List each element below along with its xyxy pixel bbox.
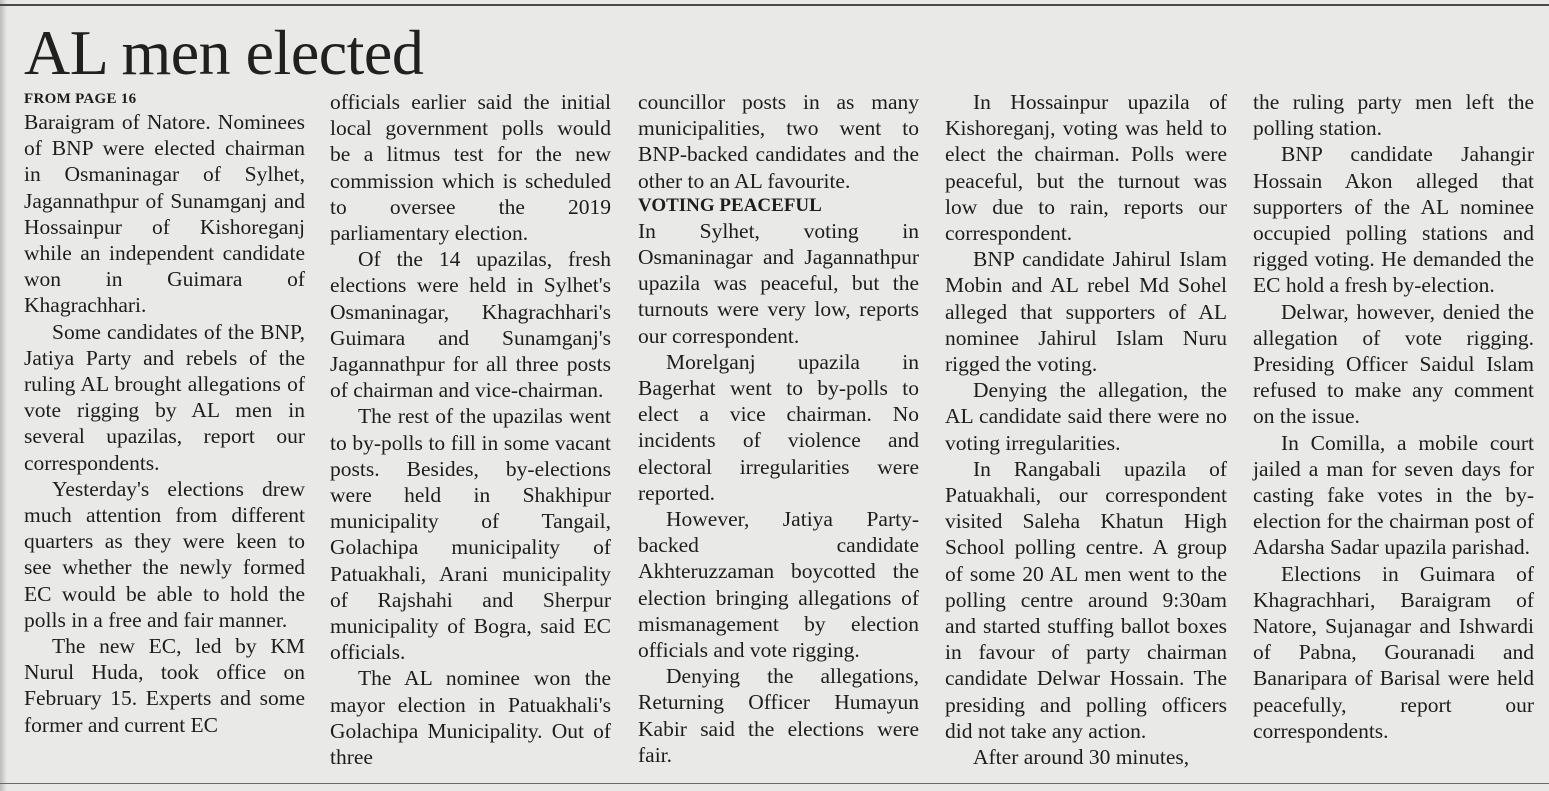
paragraph: In Comilla, a mobile court jailed a man for seven days for casting fake votes in the by-election for the chairman post of Adarsha Sadar upazila parishad. <box>1253 430 1534 560</box>
column-4 <box>945 89 1227 770</box>
subheading: VOTING PEACEFUL <box>638 194 822 216</box>
paragraph: Baraigram of Natore. Nominees of BNP were elected chairman in Osmaninagar of Sylhet, Jagannathpur of Sunamganj and Hossainpur of Kishoreganj while an independent candidate won in Guimara of Khagrachhari. <box>24 110 305 318</box>
paragraph: Elections in Guimara of Khagrachhari, Baraigram of Natore, Sujanagar and Ishwardi of Pabna, Gouranadi and Banaripara of Barisal were held peacefully, report our correspondents. <box>1253 561 1534 743</box>
paragraph: councillor posts in as many municipalities, two went to BNP-backed candidates and the other to an AL favourite. <box>638 90 919 193</box>
paragraph: In Sylhet, voting in Osmaninagar and Jagannathpur upazila was peaceful, but the turnouts were very low, reports our correspondent. <box>638 218 919 348</box>
paragraph: BNP candidate Jahangir Hossain Akon alleged that supporters of the AL nominee occupied polling stations and rigged voting. He demanded the EC hold a fresh by-election. <box>1253 142 1534 298</box>
paragraph: In Rangabali upazila of Patuakhali, our correspondent visited Saleha Khatun High School polling centre. A group of some 20 AL men went to the polling centre around 9:30am and started stuffing ballot boxes in favour of party chairman candidate Delwar Hossain. The presiding and polling officers did not take any action. <box>945 456 1227 743</box>
continued-from-label: FROM PAGE 16 <box>24 91 137 107</box>
column-5 <box>1253 89 1534 744</box>
paragraph: Of the 14 upazilas, fresh elections were held in Sylhet's Osmaninagar, Khagrachhari's Guimara and Sunamganj's Jagannathpur for all three posts of chairman and vice-chairman. <box>330 247 611 403</box>
paragraph: Denying the allegations, Returning Officer Humayun Kabir said the elections were fair. <box>638 664 919 767</box>
headline: AL men elected <box>24 17 424 88</box>
column-3 <box>638 89 919 768</box>
paragraph: officials earlier said the initial local government polls would be a litmus test for the new commission which is scheduled to oversee the 2019 parliamentary election. <box>330 90 611 246</box>
paragraph: Delwar, however, denied the allegation of vote rigging. Presiding Officer Saidul Islam refused to make any comment on the issue. <box>1253 299 1534 429</box>
paragraph: BNP candidate Jahirul Islam Mobin and AL rebel Md Sohel alleged that supporters of AL nominee Jahirul Islam Nuru rigged the voting. <box>945 247 1227 377</box>
paragraph: the ruling party men left the polling station. <box>1253 90 1534 141</box>
paragraph: Some candidates of the BNP, Jatiya Party and rebels of the ruling AL brought allegations of vote rigging by AL men in several upazilas, report our correspondents. <box>24 319 305 475</box>
column-2 <box>330 89 611 770</box>
paragraph: In Hossainpur upazila of Kishoreganj, voting was held to elect the chairman. Polls were peaceful, but the turnout was low due to rain, reports our correspondent. <box>945 90 1227 246</box>
paragraph: The rest of the upazilas went to by-polls to fill in some vacant posts. Besides, by-elections were held in Shakhipur municipality of Tangail, Golachipa municipality of Patuakhali, Arani municipality of Rajshahi and Sherpur municipality of Bogra, said EC officials. <box>330 404 611 665</box>
column-1 <box>24 89 305 738</box>
paragraph: The AL nominee won the mayor election in Patuakhali's Golachipa Municipality. Out of three <box>330 666 611 770</box>
paragraph: The new EC, led by KM Nurul Huda, took office on February 15. Experts and some former and current EC <box>24 634 305 737</box>
paragraph: Denying the allegation, the AL candidate said there were no voting irregularities. <box>945 378 1227 455</box>
paragraph: Morelganj upazila in Bagerhat went to by-polls to elect a vice chairman. No incidents of violence and electoral irregularities were reported. <box>638 349 919 505</box>
paragraph: After around 30 minutes, <box>973 745 1190 770</box>
bottom-rule <box>0 783 1549 784</box>
article-body <box>0 89 1549 779</box>
paragraph: However, Jatiya Party-backed candidate Akhteruzzaman boycotted the election bringing allegations of mismanagement by election officials and vote rigging. <box>638 507 919 663</box>
top-rule <box>0 4 1549 6</box>
paragraph: Yesterday's elections drew much attention from different quarters as they were keen to see whether the newly formed EC would be able to hold the polls in a free and fair manner. <box>24 476 305 632</box>
